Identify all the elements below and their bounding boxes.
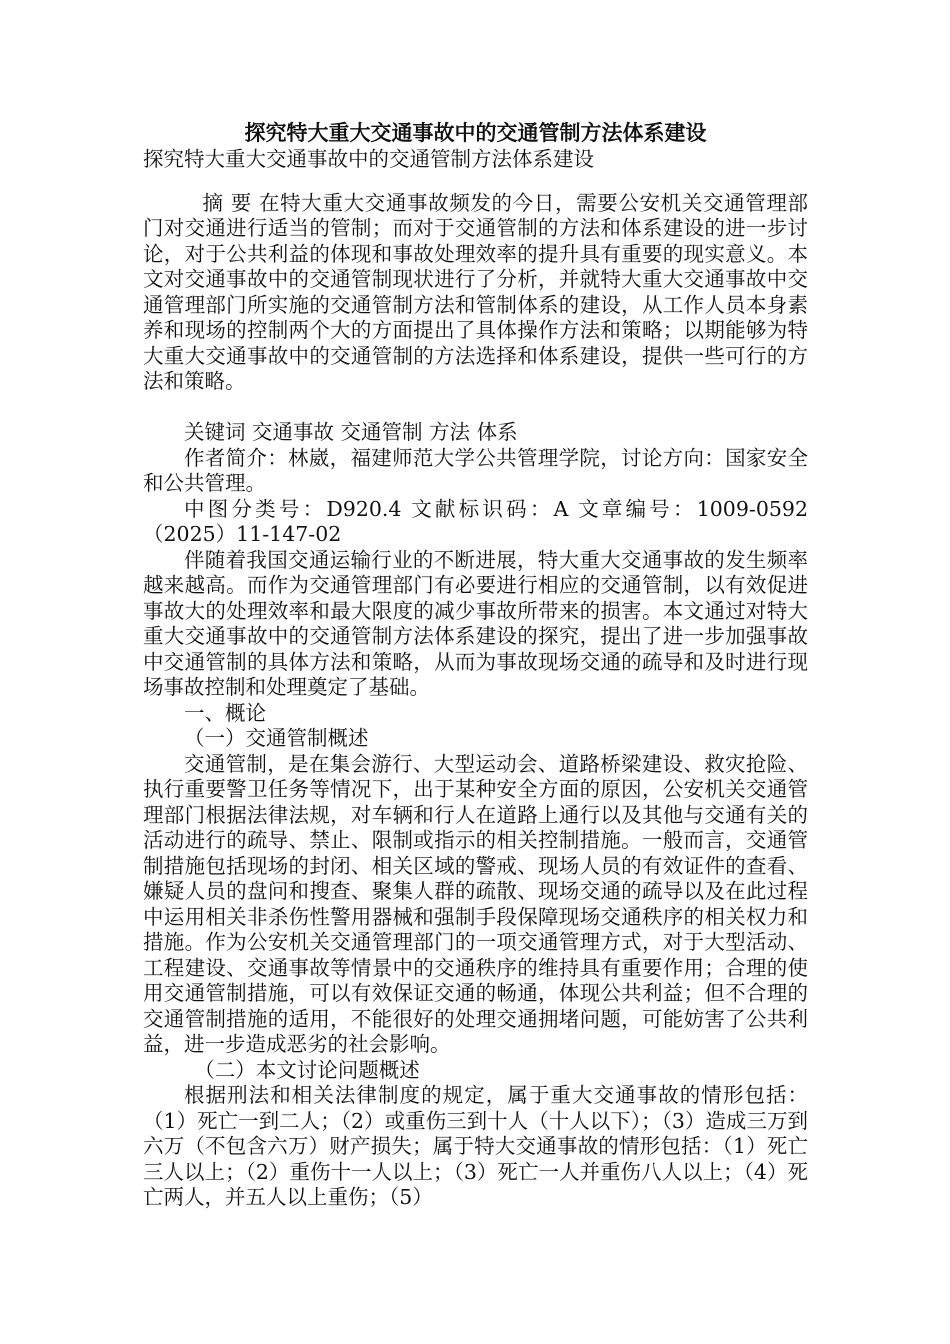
body-paragraph: 交通管制，是在集会游行、大型运动会、道路桥梁建设、救灾抢险、执行重要警卫任务等情况下，出于某种安全方面的原因，公安机关交通管理部门根据法律法规，对车辆和行人在道路上通行以及其他与交通有关的活动进行的疏导、禁止、限制或指示的相关控制措施。一般而言，交通管制措施包括现场的封闭、相关区域的警戒、现场人员的有效证件的查看、嫌疑人员的盘问和搜查、聚集人群的疏散、现场交通的疏导以及在此过程中运用相关非杀伤性警用器械和强制手段保障现场交通秩序的相关权力和措施。作为公安机关交通管理部门的一项交通管理方式，对于大型活动、工程建设、交通事故等情景中的交通秩序的维持具有重要作用；合理的使用交通管制措施，可以有效保证交通的畅通，体现公共利益；但不合理的交通管制措施的适用，不能很好的处理交通拥堵问题，可能妨害了公共利益，进一步造成恶劣的社会影响。 bbox=[143, 751, 808, 1056]
spacer bbox=[143, 173, 808, 191]
document-subtitle: 探究特大重大交通事故中的交通管制方法体系建设 bbox=[143, 147, 594, 171]
keywords-line: 关键词 交通事故 交通管制 方法 体系 bbox=[184, 420, 518, 444]
abstract-paragraph: 摘 要 在特大重大交通事故频发的今日，需要公安机关交通管理部门对交通进行适当的管制；而对于交通管制的方法和体系建设的进一步讨论，对于公共利益的体现和事故处理效率的提升具有重要的现实意义。本文对交通事故中的交通管制现状进行了分析，并就特大重大交通事故中交通管理部门所实施的交通管制方法和管制体系的建设，从工作人员本身素养和现场的控制两个大的方面提出了具体操作方法和策略；以期能够为特大重大交通事故中的交通管制的方法选择和体系建设，提供一些可行的方法和策略。 bbox=[143, 190, 808, 393]
document-title: 探究特大重大交通事故中的交通管制方法体系建设 bbox=[244, 120, 707, 145]
classification-info: 中图分类号：D920.4 文献标识码：A 文章编号：1009-0592（2025）11-147-02 bbox=[143, 496, 808, 546]
subsection-heading: （一）交通管制概述 bbox=[184, 726, 369, 750]
section-heading: 一、概论 bbox=[184, 700, 266, 725]
author-info: 作者简介：林崴，福建师范大学公共管理学院，讨论方向：国家安全和公共管理。 bbox=[143, 445, 808, 495]
body-paragraph: 根据刑法和相关法律制度的规定，属于重大交通事故的情形包括：（1）死亡一到二人；（2）或重伤三到十人（十人以下）；（3）造成三万到六万（不包含六万）财产损失；属于特大交通事故的情形包括：（1）死亡三人以上；（2）重伤十一人以上；（3）死亡一人并重伤八人以上；（4）死亡两人，并五人以上重伤；（5） bbox=[143, 1083, 808, 1209]
subsection-heading: （二）本文讨论问题概述 bbox=[194, 1057, 420, 1082]
spacer bbox=[143, 395, 808, 421]
intro-paragraph: 伴随着我国交通运输行业的不断进展，特大重大交通事故的发生频率越来越高。而作为交通管理部门有必要进行相应的交通管制，以有效促进事故大的处理效率和最大限度的减少事故所带来的损害。本文通过对特大重大交通事故中的交通管制方法体系建设的探究，提出了进一步加强事故中交通管制的具体方法和策略，从而为事故现场交通的疏导和及时进行现场事故控制和处理奠定了基础。 bbox=[143, 547, 808, 699]
document-page bbox=[143, 118, 808, 1211]
